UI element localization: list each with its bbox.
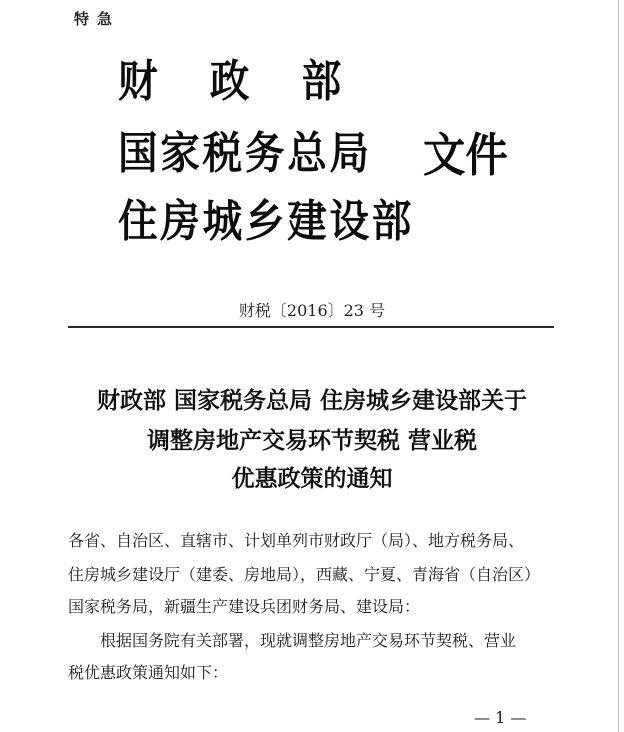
issuer-block (118, 56, 538, 250)
title-line-3: 优惠政策的通知 (231, 465, 393, 492)
title-line-1: 财政部 国家税务总局 住房城乡建设部关于 (96, 387, 527, 414)
urgency-label: 特急 (74, 10, 121, 28)
body-paragraph-line-1: 根据国务院有关部署，现就调整房地产交易环节契税、营业 (100, 631, 517, 650)
document-number: 财税〔2016〕23 号 (238, 301, 386, 320)
issuer-ministry-of-housing: 住房城乡建设部 (118, 196, 415, 247)
document-type-label: 文件 (423, 128, 508, 182)
page-number: — 1 — (474, 708, 527, 727)
issuer-state-taxation-administration: 国家税务总局 (118, 128, 372, 179)
body-paragraph-line-2: 税优惠政策通知如下： (68, 663, 229, 682)
issuer-ministry-of-finance: 财政部 (118, 56, 394, 107)
header-divider (68, 326, 554, 328)
addressee-line-3: 国家税务局，新疆生产建设兵团财务局、建设局： (68, 597, 421, 616)
title-line-2: 调整房地产交易环节契税 营业税 (146, 427, 477, 454)
addressee-line-2: 住房城乡建设厅（建委、房地局），西藏、宁夏、青海省（自治区） (68, 565, 541, 584)
page-edge (618, 0, 619, 732)
addressee-line-1: 各省、自治区、直辖市、计划单列市财政厅（局）、地方税务局、 (68, 531, 525, 550)
